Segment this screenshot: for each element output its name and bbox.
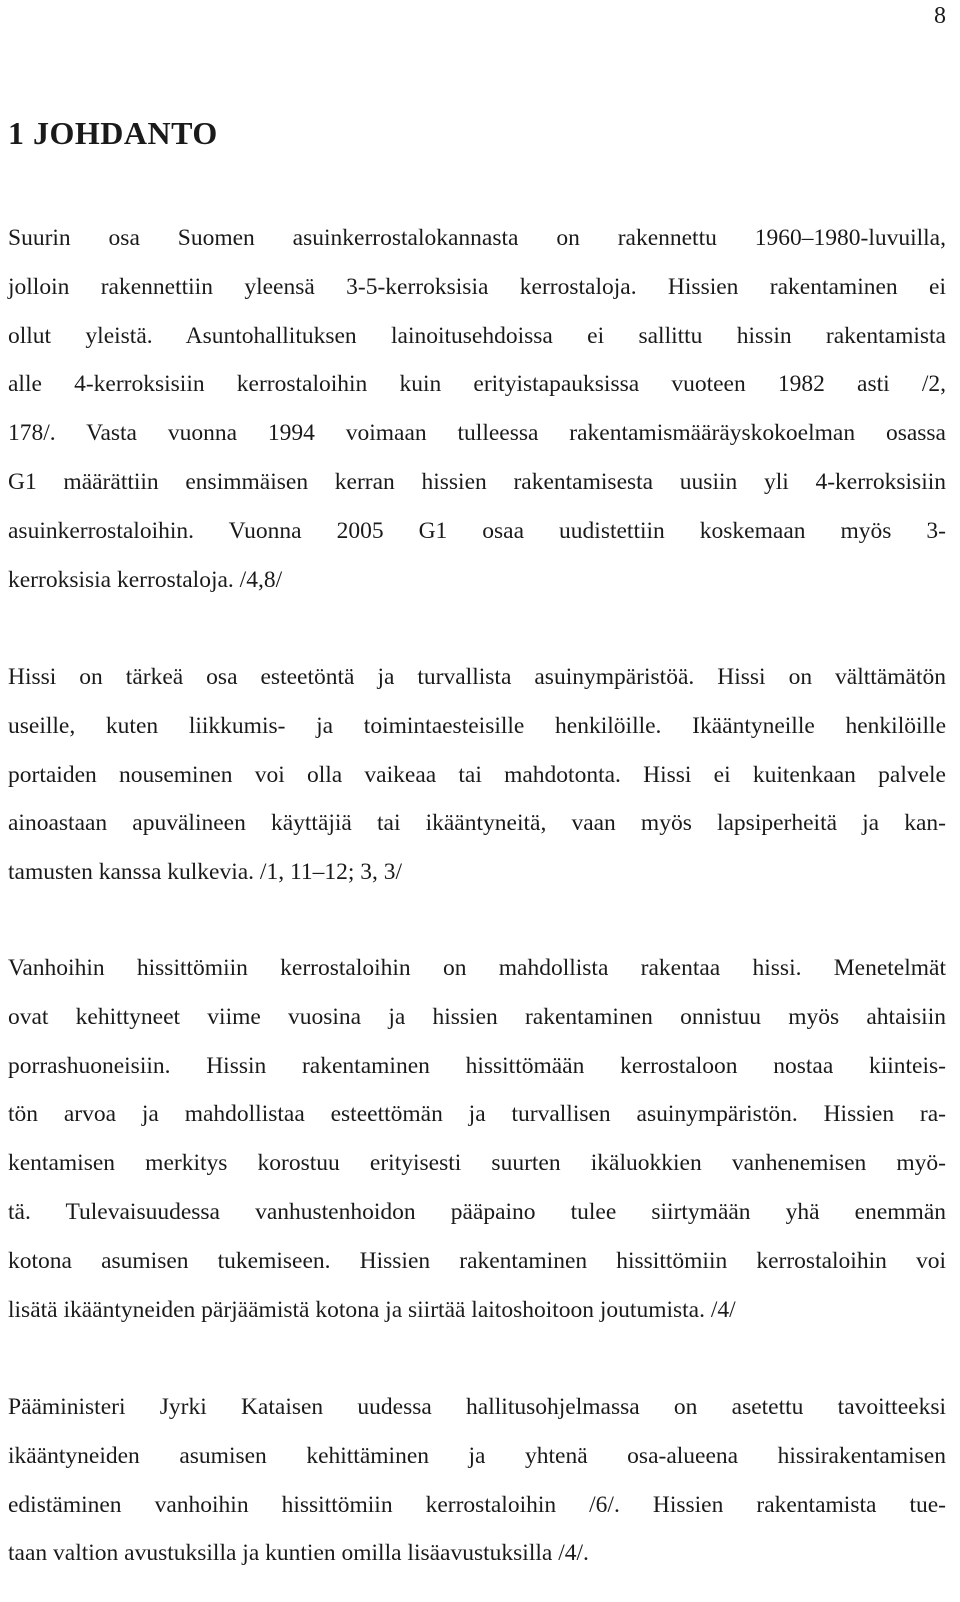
text-line: edistäminen vanhoihin hissittömiin kerrostaloihin /6/. Hissien rakentamista tue- [8,1491,946,1518]
text-line: portaiden nouseminen voi olla vaikeaa tai mahdotonta. Hissi ei kuitenkaan palvele [8,761,946,788]
text-line: asuinkerrostaloihin. Vuonna 2005 G1 osaa uudistettiin koskemaan myös 3- [8,517,946,544]
paragraph-retrofit [8,944,946,1334]
text-line: useille, kuten liikkumis- ja toimintaesteisille henkilöille. Ikääntyneille henkilöille [8,712,946,739]
text-line: Suurin osa Suomen asuinkerrostalokannasta on rakennettu 1960–1980-luvuilla, [8,225,946,251]
text-line: Hissi on tärkeä osa esteetöntä ja turvallista asuinympäristöä. Hissi on välttämätön [8,664,946,690]
text-line: ollut yleistä. Asuntohallituksen lainoitusehdoissa ei sallittu hissin rakentamista [8,322,946,349]
paragraph-history [8,214,946,604]
text-line: kotona asumisen tukemiseen. Hissien rakentaminen hissittömiin kerrostaloihin voi [8,1247,946,1274]
text-line: Pääministeri Jyrki Kataisen uudessa hallitusohjelmassa on asetettu tavoitteeksi [8,1394,946,1420]
text-line: porrashuoneisiin. Hissin rakentaminen hissittömään kerrostaloon nostaa kiinteis- [8,1052,946,1079]
text-line: ikääntyneiden asumisen kehittäminen ja yhtenä osa-alueena hissirakentamisen [8,1442,946,1469]
text-line: lisätä ikääntyneiden pärjäämistä kotona ja siirtää laitoshoitoon joutumista. /4/ [8,1296,736,1323]
text-line: kerroksisia kerrostaloja. /4,8/ [8,566,283,593]
text-line: tä. Tulevaisuudessa vanhustenhoidon pääpaino tulee siirtymään yhä enemmän [8,1198,946,1225]
text-line: 178/. Vasta vuonna 1994 voimaan tulleessa rakentamismääräyskokoelman osassa [8,420,946,447]
paragraph-importance [8,653,946,897]
chapter-heading: 1 JOHDANTO [8,115,218,151]
text-line: alle 4-kerroksisiin kerrostaloihin kuin erityistapauksissa vuoteen 1982 asti /2, [8,371,946,398]
text-line: tamusten kanssa kulkevia. /1, 11–12; 3, 3/ [8,859,403,886]
text-line: ovat kehittyneet viime vuosina ja hissien rakentaminen onnistuu myös ahtaisiin [8,1003,946,1030]
text-line: jolloin rakennettiin yleensä 3-5-kerroksisia kerrostaloja. Hissien rakentaminen ei [8,273,946,300]
text-line: ainoastaan apuvälineen käyttäjiä tai ikääntyneitä, vaan myös lapsiperheitä ja kan- [8,810,946,837]
text-line: kentamisen merkitys korostuu erityisesti suurten ikäluokkien vanhenemisen myö- [8,1150,946,1177]
page-number: 8 [934,3,946,29]
paragraph-government [8,1383,946,1578]
text-line: Vanhoihin hissittömiin kerrostaloihin on mahdollista rakentaa hissi. Menetelmät [8,955,946,981]
text-line: G1 määrättiin ensimmäisen kerran hissien rakentamisesta uusiin yli 4-kerroksisiin [8,468,946,495]
text-line: tön arvoa ja mahdollistaa esteettömän ja turvallisen asuinympäristön. Hissien ra- [8,1101,946,1128]
text-line: taan valtion avustuksilla ja kuntien omilla lisäavustuksilla /4/. [8,1540,589,1567]
